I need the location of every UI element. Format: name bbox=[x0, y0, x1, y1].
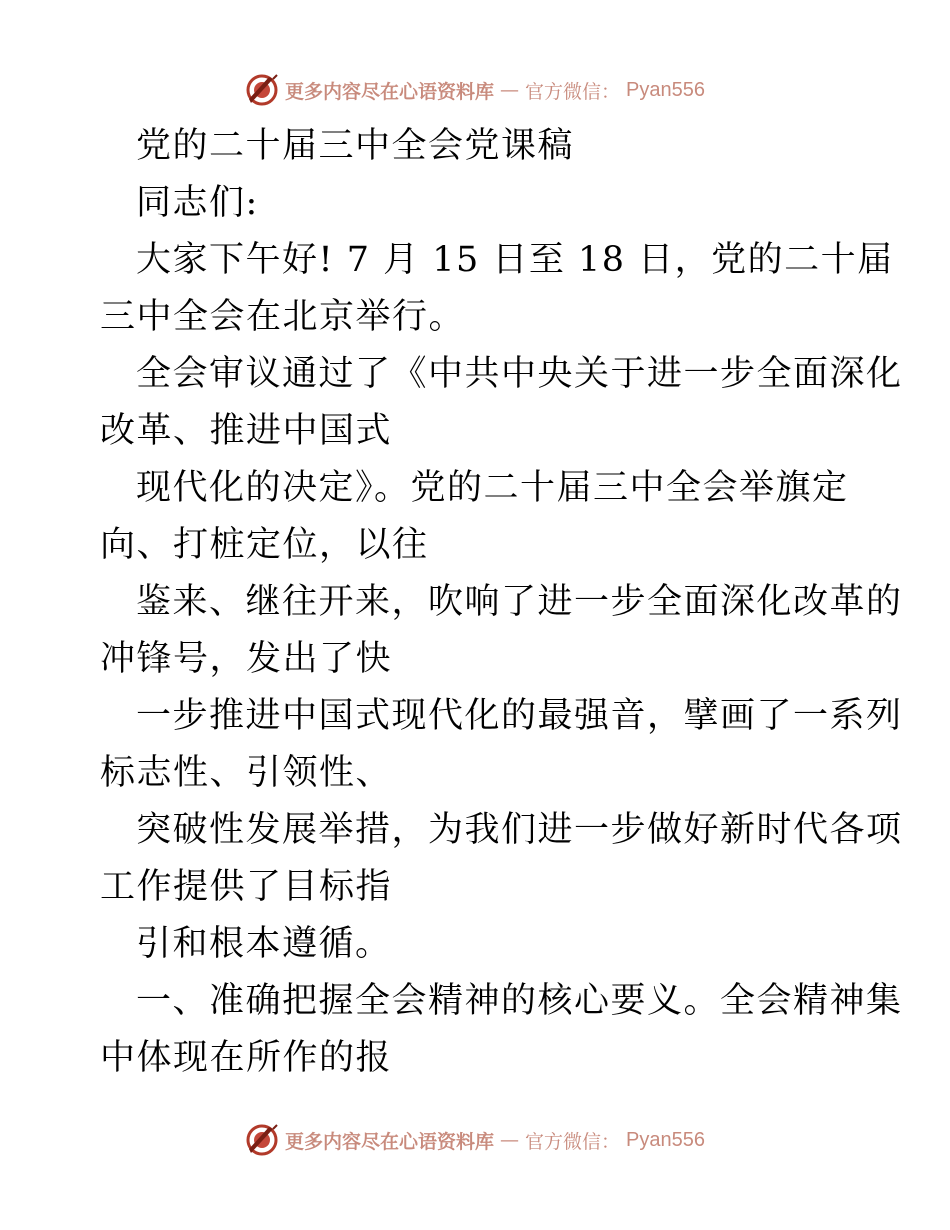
quill-seal-icon bbox=[245, 1123, 279, 1157]
text-line: 突破性发展举措，为我们进一步做好新时代各项 bbox=[136, 810, 903, 850]
text-line: 一步推进中国式现代化的最强音，擘画了一系列 bbox=[136, 696, 903, 736]
text-line: 改革、推进中国式 bbox=[100, 411, 393, 451]
watermark-wechat-id: Pyan556 bbox=[626, 78, 705, 101]
text-line: 标志性、引领性、 bbox=[100, 753, 393, 793]
text-line: 一、准确把握全会精神的核心要义。全会精神集 bbox=[136, 981, 903, 1021]
text-line: 现代化的决定》。党的二十届三中全会举旗定 bbox=[136, 468, 849, 508]
document-body bbox=[100, 118, 903, 1087]
text-line: 向、打桩定位，以往 bbox=[100, 525, 429, 565]
text-line: 大家下午好! 7 月 15 日至 18 日，党的二十届 bbox=[136, 240, 894, 280]
watermark-wechat-label: 官方微信： bbox=[525, 1130, 621, 1153]
text-line: 全会审议通过了《中共中央关于进一步全面深化 bbox=[136, 354, 903, 394]
header-watermark bbox=[0, 68, 950, 112]
text-line: 冲锋号，发出了快 bbox=[100, 639, 393, 679]
watermark-wechat-id: Pyan556 bbox=[626, 1128, 705, 1151]
document-title: 党的二十届三中全会党课稿 bbox=[136, 126, 575, 166]
watermark-site-text: 更多内容尽在心语资料库 bbox=[285, 1130, 495, 1153]
quill-seal-icon bbox=[245, 73, 279, 107]
watermark-wechat-label: 官方微信： bbox=[525, 80, 621, 103]
text-line: 中体现在所作的报 bbox=[100, 1038, 393, 1078]
text-line: 引和根本遵循。 bbox=[136, 924, 392, 964]
text-line: 鉴来、继往开来，吹响了进一步全面深化改革的 bbox=[136, 582, 903, 622]
footer-watermark bbox=[0, 1118, 950, 1162]
watermark-site-text: 更多内容尽在心语资料库 bbox=[285, 80, 495, 103]
watermark-dash: — bbox=[500, 1129, 520, 1151]
text-line: 工作提供了目标指 bbox=[100, 867, 393, 907]
text-line: 三中全会在北京举行。 bbox=[100, 297, 466, 337]
text-line: 同志们: bbox=[136, 183, 259, 223]
watermark-dash: — bbox=[500, 79, 520, 101]
